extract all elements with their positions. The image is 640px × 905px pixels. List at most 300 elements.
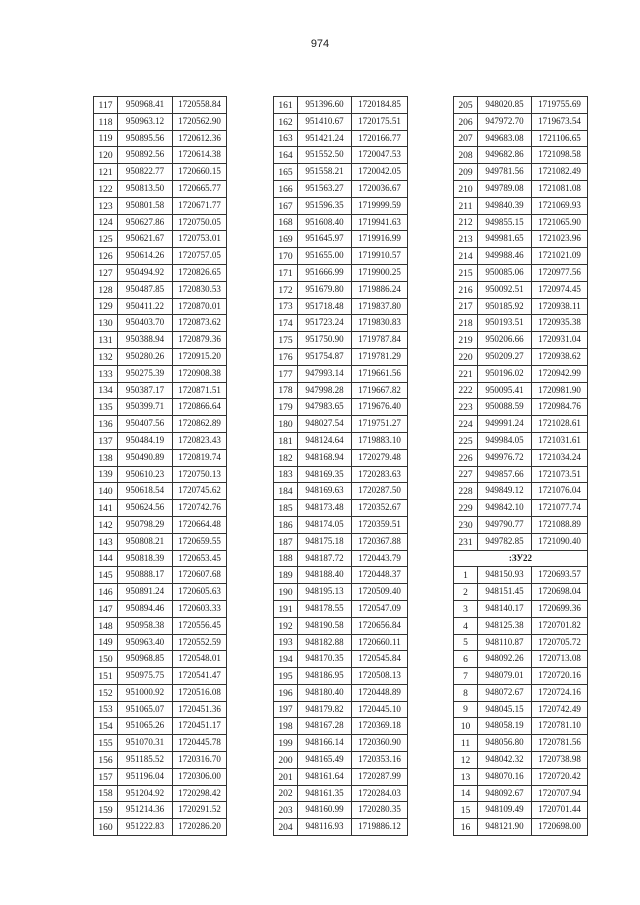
x-coordinate: 948160.99 xyxy=(298,802,352,819)
y-coordinate: 1720287.99 xyxy=(352,768,408,785)
table-row xyxy=(94,130,227,147)
table-row xyxy=(274,466,408,483)
table-row xyxy=(454,399,588,416)
x-coordinate: 950494.92 xyxy=(118,264,173,281)
y-coordinate: 1720984.76 xyxy=(532,399,588,416)
section-label: :ЗУ22 xyxy=(454,550,588,567)
y-coordinate: 1720562.90 xyxy=(173,113,227,130)
point-number: 126 xyxy=(94,248,118,265)
point-number: 195 xyxy=(274,668,298,685)
table-row xyxy=(274,130,408,147)
table-row xyxy=(274,264,408,281)
y-coordinate: 1720701.44 xyxy=(532,802,588,819)
x-coordinate: 950627.86 xyxy=(118,214,173,231)
point-number: 202 xyxy=(274,785,298,802)
x-coordinate: 950411.22 xyxy=(118,298,173,315)
y-coordinate: 1720175.51 xyxy=(352,113,408,130)
y-coordinate: 1721021.09 xyxy=(532,248,588,265)
y-coordinate: 1720915.20 xyxy=(173,348,227,365)
table-row xyxy=(94,483,227,500)
table-row xyxy=(454,668,588,685)
point-number: 2 xyxy=(454,584,478,601)
point-number: 169 xyxy=(274,231,298,248)
x-coordinate: 951558.21 xyxy=(298,164,352,181)
y-coordinate: 1719781.29 xyxy=(352,348,408,365)
table-row xyxy=(94,466,227,483)
point-number: 7 xyxy=(454,668,478,685)
point-number: 10 xyxy=(454,718,478,735)
x-coordinate: 950813.50 xyxy=(118,180,173,197)
x-coordinate: 951552.50 xyxy=(298,147,352,164)
table-row xyxy=(94,180,227,197)
y-coordinate: 1720509.40 xyxy=(352,584,408,601)
x-coordinate: 948116.93 xyxy=(298,819,352,836)
point-number: 214 xyxy=(454,248,478,265)
y-coordinate: 1720823.43 xyxy=(173,432,227,449)
y-coordinate: 1720353.16 xyxy=(352,752,408,769)
table-row xyxy=(94,264,227,281)
y-coordinate: 1720738.98 xyxy=(532,752,588,769)
y-coordinate: 1720781.56 xyxy=(532,735,588,752)
x-coordinate: 951065.26 xyxy=(118,718,173,735)
point-number: 222 xyxy=(454,382,478,399)
table-row xyxy=(454,97,588,114)
x-coordinate: 948178.55 xyxy=(298,600,352,617)
point-number: 145 xyxy=(94,567,118,584)
x-coordinate: 951196.04 xyxy=(118,768,173,785)
table-row xyxy=(454,483,588,500)
point-number: 11 xyxy=(454,735,478,752)
y-coordinate: 1720605.63 xyxy=(173,584,227,601)
y-coordinate: 1720826.65 xyxy=(173,264,227,281)
y-coordinate: 1721106.65 xyxy=(532,130,588,147)
point-number: 119 xyxy=(94,130,118,147)
point-number: 224 xyxy=(454,416,478,433)
x-coordinate: 950963.12 xyxy=(118,113,173,130)
point-number: 139 xyxy=(94,466,118,483)
y-coordinate: 1720713.08 xyxy=(532,651,588,668)
y-coordinate: 1721073.51 xyxy=(532,466,588,483)
y-coordinate: 1720871.51 xyxy=(173,382,227,399)
point-number: 147 xyxy=(94,600,118,617)
table-row xyxy=(454,600,588,617)
point-number: 8 xyxy=(454,684,478,701)
point-number: 121 xyxy=(94,164,118,181)
y-coordinate: 1720359.51 xyxy=(352,516,408,533)
table-row xyxy=(454,416,588,433)
point-number: 15 xyxy=(454,802,478,819)
x-coordinate: 949991.24 xyxy=(478,416,532,433)
table-row xyxy=(274,449,408,466)
point-number: 190 xyxy=(274,584,298,601)
y-coordinate: 1720284.03 xyxy=(352,785,408,802)
y-coordinate: 1720042.05 xyxy=(352,164,408,181)
x-coordinate: 948140.17 xyxy=(478,600,532,617)
y-coordinate: 1720280.35 xyxy=(352,802,408,819)
table-row xyxy=(274,617,408,634)
x-coordinate: 948165.49 xyxy=(298,752,352,769)
y-coordinate: 1720942.99 xyxy=(532,365,588,382)
x-coordinate: 948195.13 xyxy=(298,584,352,601)
table-row xyxy=(274,735,408,752)
point-number: 183 xyxy=(274,466,298,483)
table-row xyxy=(274,684,408,701)
x-coordinate: 951222.83 xyxy=(118,819,173,836)
y-coordinate: 1720603.33 xyxy=(173,600,227,617)
x-coordinate: 951754.87 xyxy=(298,348,352,365)
point-number: 151 xyxy=(94,668,118,685)
table-row xyxy=(454,617,588,634)
table-row xyxy=(94,416,227,433)
y-coordinate: 1719837.80 xyxy=(352,298,408,315)
x-coordinate: 951563.27 xyxy=(298,180,352,197)
table-row xyxy=(274,416,408,433)
point-number: 146 xyxy=(94,584,118,601)
table-row xyxy=(454,634,588,651)
point-number: 143 xyxy=(94,533,118,550)
x-coordinate: 948027.54 xyxy=(298,416,352,433)
point-number: 173 xyxy=(274,298,298,315)
x-coordinate: 949976.72 xyxy=(478,449,532,466)
point-number: 205 xyxy=(454,97,478,114)
y-coordinate: 1720908.38 xyxy=(173,365,227,382)
y-coordinate: 1720870.01 xyxy=(173,298,227,315)
y-coordinate: 1720445.10 xyxy=(352,701,408,718)
table-row xyxy=(94,617,227,634)
table-row xyxy=(94,315,227,332)
x-coordinate: 948187.72 xyxy=(298,550,352,567)
x-coordinate: 950403.70 xyxy=(118,315,173,332)
x-coordinate: 951185.52 xyxy=(118,752,173,769)
x-coordinate: 949840.39 xyxy=(478,197,532,214)
point-number: 141 xyxy=(94,500,118,517)
point-number: 206 xyxy=(454,113,478,130)
table-row xyxy=(454,332,588,349)
point-number: 127 xyxy=(94,264,118,281)
x-coordinate: 950387.17 xyxy=(118,382,173,399)
table-row xyxy=(454,130,588,147)
y-coordinate: 1719883.10 xyxy=(352,432,408,449)
y-coordinate: 1720184.85 xyxy=(352,97,408,114)
table-row xyxy=(274,147,408,164)
point-number: 171 xyxy=(274,264,298,281)
y-coordinate: 1720367.88 xyxy=(352,533,408,550)
table-row xyxy=(274,819,408,836)
y-coordinate: 1720701.82 xyxy=(532,617,588,634)
table-row xyxy=(454,819,588,836)
x-coordinate: 950892.56 xyxy=(118,147,173,164)
point-number: 220 xyxy=(454,348,478,365)
point-number: 193 xyxy=(274,634,298,651)
table-row xyxy=(274,533,408,550)
table-row xyxy=(274,600,408,617)
x-coordinate: 950095.41 xyxy=(478,382,532,399)
point-number: 213 xyxy=(454,231,478,248)
x-coordinate: 951608.40 xyxy=(298,214,352,231)
x-coordinate: 948079.01 xyxy=(478,668,532,685)
table-row xyxy=(274,382,408,399)
table-row xyxy=(94,298,227,315)
y-coordinate: 1719999.59 xyxy=(352,197,408,214)
x-coordinate: 950275.39 xyxy=(118,365,173,382)
point-number: 158 xyxy=(94,785,118,802)
y-coordinate: 1720291.52 xyxy=(173,802,227,819)
y-coordinate: 1719910.57 xyxy=(352,248,408,265)
y-coordinate: 1719661.56 xyxy=(352,365,408,382)
y-coordinate: 1720607.68 xyxy=(173,567,227,584)
table-row xyxy=(94,701,227,718)
y-coordinate: 1721098.58 xyxy=(532,147,588,164)
table-row xyxy=(94,197,227,214)
y-coordinate: 1720443.79 xyxy=(352,550,408,567)
y-coordinate: 1720047.53 xyxy=(352,147,408,164)
y-coordinate: 1720745.62 xyxy=(173,483,227,500)
x-coordinate: 948070.16 xyxy=(478,768,532,785)
point-number: 231 xyxy=(454,533,478,550)
y-coordinate: 1721069.93 xyxy=(532,197,588,214)
y-coordinate: 1720750.13 xyxy=(173,466,227,483)
point-number: 198 xyxy=(274,718,298,735)
y-coordinate: 1720660.15 xyxy=(173,164,227,181)
x-coordinate: 948188.40 xyxy=(298,567,352,584)
point-number: 4 xyxy=(454,617,478,634)
point-number: 133 xyxy=(94,365,118,382)
table-row xyxy=(274,701,408,718)
x-coordinate: 951679.80 xyxy=(298,281,352,298)
x-coordinate: 948092.67 xyxy=(478,785,532,802)
table-row xyxy=(454,533,588,550)
y-coordinate: 1720720.16 xyxy=(532,668,588,685)
x-coordinate: 949781.56 xyxy=(478,164,532,181)
point-number: 144 xyxy=(94,550,118,567)
x-coordinate: 948110.87 xyxy=(478,634,532,651)
point-number: 207 xyxy=(454,130,478,147)
x-coordinate: 951666.99 xyxy=(298,264,352,281)
point-number: 177 xyxy=(274,365,298,382)
table-row xyxy=(94,718,227,735)
table-row xyxy=(94,584,227,601)
table-row xyxy=(454,785,588,802)
table-row xyxy=(94,164,227,181)
table-row xyxy=(94,735,227,752)
y-coordinate: 1720558.84 xyxy=(173,97,227,114)
table-row xyxy=(94,248,227,265)
y-coordinate: 1720664.48 xyxy=(173,516,227,533)
point-number: 188 xyxy=(274,550,298,567)
y-coordinate: 1720369.18 xyxy=(352,718,408,735)
y-coordinate: 1720707.94 xyxy=(532,785,588,802)
point-number: 117 xyxy=(94,97,118,114)
point-number: 118 xyxy=(94,113,118,130)
table-row xyxy=(454,197,588,214)
point-number: 174 xyxy=(274,315,298,332)
point-number: 200 xyxy=(274,752,298,769)
table-row xyxy=(454,735,588,752)
point-number: 153 xyxy=(94,701,118,718)
x-coordinate: 948175.18 xyxy=(298,533,352,550)
point-number: 129 xyxy=(94,298,118,315)
y-coordinate: 1719886.24 xyxy=(352,281,408,298)
y-coordinate: 1721076.04 xyxy=(532,483,588,500)
point-number: 211 xyxy=(454,197,478,214)
x-coordinate: 951065.07 xyxy=(118,701,173,718)
x-coordinate: 949682.86 xyxy=(478,147,532,164)
table-row xyxy=(274,399,408,416)
point-number: 165 xyxy=(274,164,298,181)
table-row xyxy=(94,147,227,164)
table-row xyxy=(274,483,408,500)
x-coordinate: 948180.40 xyxy=(298,684,352,701)
point-number: 227 xyxy=(454,466,478,483)
x-coordinate: 950206.66 xyxy=(478,332,532,349)
y-coordinate: 1721088.89 xyxy=(532,516,588,533)
point-number: 136 xyxy=(94,416,118,433)
point-number: 186 xyxy=(274,516,298,533)
point-number: 226 xyxy=(454,449,478,466)
x-coordinate: 949683.08 xyxy=(478,130,532,147)
y-coordinate: 1720445.78 xyxy=(173,735,227,752)
y-coordinate: 1721090.40 xyxy=(532,533,588,550)
y-coordinate: 1720552.59 xyxy=(173,634,227,651)
x-coordinate: 949984.05 xyxy=(478,432,532,449)
point-number: 194 xyxy=(274,651,298,668)
table-row xyxy=(274,248,408,265)
table-row xyxy=(94,97,227,114)
table-row xyxy=(94,768,227,785)
table-row xyxy=(454,432,588,449)
x-coordinate: 948161.64 xyxy=(298,768,352,785)
table-row xyxy=(454,348,588,365)
x-coordinate: 950490.89 xyxy=(118,449,173,466)
point-number: 138 xyxy=(94,449,118,466)
x-coordinate: 948168.94 xyxy=(298,449,352,466)
y-coordinate: 1720698.04 xyxy=(532,584,588,601)
point-number: 163 xyxy=(274,130,298,147)
table-row xyxy=(274,785,408,802)
point-number: 228 xyxy=(454,483,478,500)
x-coordinate: 950280.26 xyxy=(118,348,173,365)
x-coordinate: 951070.31 xyxy=(118,735,173,752)
x-coordinate: 947993.14 xyxy=(298,365,352,382)
y-coordinate: 1720753.01 xyxy=(173,231,227,248)
x-coordinate: 951421.24 xyxy=(298,130,352,147)
table-row xyxy=(94,399,227,416)
point-number: 176 xyxy=(274,348,298,365)
y-coordinate: 1720556.45 xyxy=(173,617,227,634)
x-coordinate: 951723.24 xyxy=(298,315,352,332)
y-coordinate: 1720516.08 xyxy=(173,684,227,701)
y-coordinate: 1720931.04 xyxy=(532,332,588,349)
table-row xyxy=(94,668,227,685)
y-coordinate: 1720830.53 xyxy=(173,281,227,298)
point-number: 128 xyxy=(94,281,118,298)
x-coordinate: 948169.35 xyxy=(298,466,352,483)
point-number: 179 xyxy=(274,399,298,416)
y-coordinate: 1720306.00 xyxy=(173,768,227,785)
y-coordinate: 1720545.84 xyxy=(352,651,408,668)
x-coordinate: 948056.80 xyxy=(478,735,532,752)
x-coordinate: 948167.28 xyxy=(298,718,352,735)
table-row xyxy=(94,516,227,533)
table-row xyxy=(274,634,408,651)
y-coordinate: 1720508.13 xyxy=(352,668,408,685)
x-coordinate: 950624.56 xyxy=(118,500,173,517)
point-number: 201 xyxy=(274,768,298,785)
y-coordinate: 1720660.11 xyxy=(352,634,408,651)
x-coordinate: 947983.65 xyxy=(298,399,352,416)
table-row xyxy=(454,768,588,785)
table-row xyxy=(454,214,588,231)
x-coordinate: 950975.75 xyxy=(118,668,173,685)
x-coordinate: 948151.45 xyxy=(478,584,532,601)
y-coordinate: 1719886.12 xyxy=(352,819,408,836)
table-row xyxy=(94,500,227,517)
table-row xyxy=(274,113,408,130)
y-coordinate: 1719900.25 xyxy=(352,264,408,281)
y-coordinate: 1720360.90 xyxy=(352,735,408,752)
x-coordinate: 948121.90 xyxy=(478,819,532,836)
point-number: 215 xyxy=(454,264,478,281)
point-number: 12 xyxy=(454,752,478,769)
table-row xyxy=(454,516,588,533)
table-row xyxy=(94,684,227,701)
x-coordinate: 948179.82 xyxy=(298,701,352,718)
table-row xyxy=(454,500,588,517)
point-number: 189 xyxy=(274,567,298,584)
x-coordinate: 948169.63 xyxy=(298,483,352,500)
table-row xyxy=(274,298,408,315)
x-coordinate: 949782.85 xyxy=(478,533,532,550)
point-number: 159 xyxy=(94,802,118,819)
y-coordinate: 1720974.45 xyxy=(532,281,588,298)
point-number: 164 xyxy=(274,147,298,164)
x-coordinate: 948072.67 xyxy=(478,684,532,701)
point-number: 172 xyxy=(274,281,298,298)
y-coordinate: 1720699.36 xyxy=(532,600,588,617)
table-row xyxy=(454,248,588,265)
x-coordinate: 950618.54 xyxy=(118,483,173,500)
y-coordinate: 1721065.90 xyxy=(532,214,588,231)
point-number: 212 xyxy=(454,214,478,231)
x-coordinate: 950798.29 xyxy=(118,516,173,533)
y-coordinate: 1720665.77 xyxy=(173,180,227,197)
y-coordinate: 1721082.49 xyxy=(532,164,588,181)
y-coordinate: 1720653.45 xyxy=(173,550,227,567)
point-number: 132 xyxy=(94,348,118,365)
x-coordinate: 948166.14 xyxy=(298,735,352,752)
point-number: 192 xyxy=(274,617,298,634)
y-coordinate: 1720705.72 xyxy=(532,634,588,651)
table-row xyxy=(274,281,408,298)
table-row xyxy=(454,718,588,735)
point-number: 152 xyxy=(94,684,118,701)
x-coordinate: 950085.06 xyxy=(478,264,532,281)
point-number: 166 xyxy=(274,180,298,197)
x-coordinate: 951655.00 xyxy=(298,248,352,265)
table-row xyxy=(274,567,408,584)
point-number: 156 xyxy=(94,752,118,769)
table-row xyxy=(454,164,588,181)
point-number: 181 xyxy=(274,432,298,449)
table-row xyxy=(454,584,588,601)
table-row xyxy=(274,348,408,365)
point-number: 13 xyxy=(454,768,478,785)
x-coordinate: 950894.46 xyxy=(118,600,173,617)
y-coordinate: 1720757.05 xyxy=(173,248,227,265)
table-row xyxy=(454,231,588,248)
point-number: 197 xyxy=(274,701,298,718)
x-coordinate: 950487.85 xyxy=(118,281,173,298)
